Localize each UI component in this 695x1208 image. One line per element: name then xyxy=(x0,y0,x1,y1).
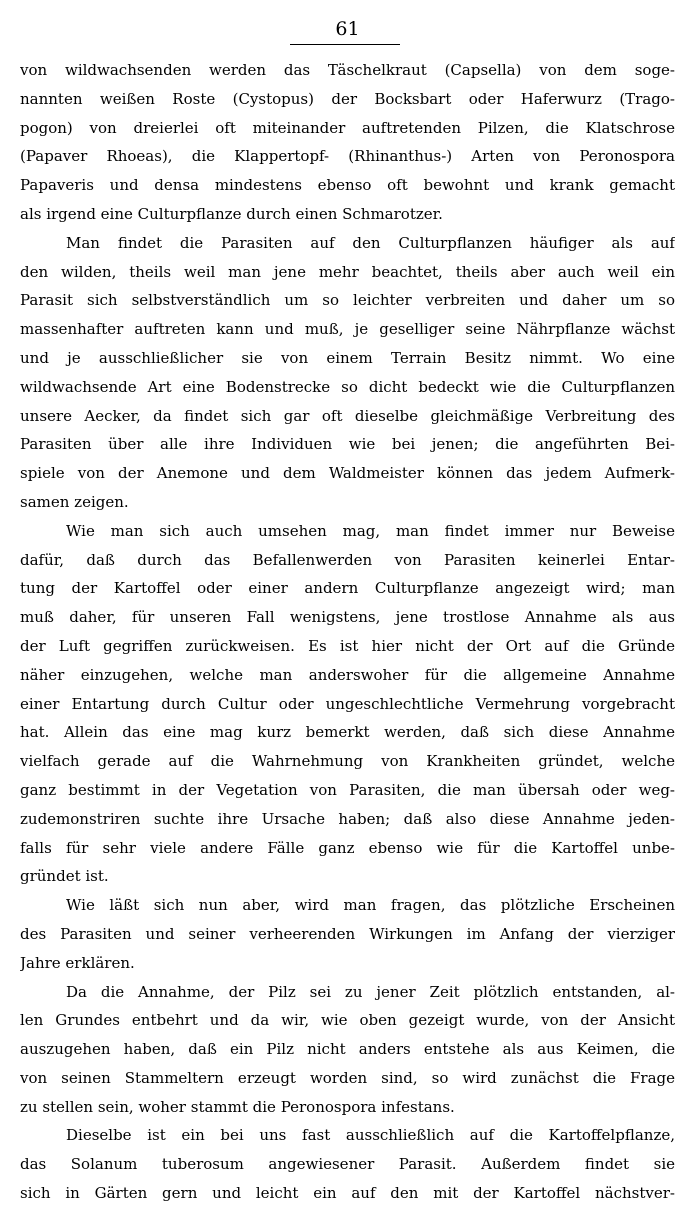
text-line: von wildwachsenden werden das Täschelkraut (Capsella) von dem soge- xyxy=(20,61,675,79)
text-line: nannten weißen Roste (Cystopus) der Bocksbart oder Haferwurz (Trago- xyxy=(20,89,675,108)
text-line: Jahre erklären. xyxy=(20,953,135,972)
paragraph xyxy=(20,56,675,229)
text-line: dafür, daß durch das Befallenwerden von Parasiten keinerlei Entar- xyxy=(20,550,675,569)
text-line: massenhafter auftreten kann und muß, je geselliger seine Nährpflanze wächst xyxy=(20,320,675,339)
text-line: Parasit sich selbstverständlich um so leichter verbreiten und daher um so xyxy=(20,291,675,310)
text-line: und je ausschließlicher sie von einem Terrain Besitz nimmt. Wo eine xyxy=(20,348,675,367)
text-line: Da die Annahme, der Pilz sei zu jener Zeit plötzlich entstanden, al- xyxy=(66,982,675,1001)
page-header xyxy=(0,18,695,40)
paragraph xyxy=(20,229,675,517)
text-line: einer Entartung durch Cultur oder ungeschlechtliche Vermehrung vorgebracht xyxy=(20,694,675,713)
paragraph xyxy=(20,1121,675,1207)
text-line: Parasiten über alle ihre Individuen wie bei jenen; die angeführten Bei- xyxy=(20,435,675,454)
text-line: unsere Aecker, da findet sich gar oft dieselbe gleichmäßige Verbreitung des xyxy=(20,406,675,425)
text-line: zudemonstriren suchte ihre Ursache haben; daß also diese Annahme jeden- xyxy=(20,809,675,828)
text-line: vielfach gerade auf die Wahrnehmung von Krankheiten gründet, welche xyxy=(20,752,675,771)
text-line: ganz bestimmt in der Vegetation von Parasiten, die man übersah oder weg- xyxy=(20,780,675,799)
paragraph xyxy=(20,978,675,1122)
text-line: (Papaver Rhoeas), die Klappertopf- (Rhinanthus-) Arten von Peronospora xyxy=(20,147,675,166)
text-line: spiele von der Anemone und dem Waldmeister können das jedem Aufmerk- xyxy=(20,464,675,483)
header-rule xyxy=(290,44,400,45)
text-line: von seinen Stammeltern erzeugt worden sind, so wird zunächst die Frage xyxy=(20,1068,675,1087)
body-text xyxy=(20,56,675,1208)
text-line: als irgend eine Culturpflanze durch einen Schmarotzer. xyxy=(20,204,443,223)
text-line: zu stellen sein, woher stammt die Peronospora infestans. xyxy=(20,1097,455,1116)
paragraph xyxy=(20,891,675,977)
text-line: wildwachsende Art eine Bodenstrecke so dicht bedeckt wie die Culturpflanzen xyxy=(20,377,675,396)
text-line: samen zeigen. xyxy=(20,492,129,511)
text-line: des Parasiten und seiner verheerenden Wirkungen im Anfang der vierziger xyxy=(20,924,675,943)
text-line: muß daher, für unseren Fall wenigstens, jene trostlose Annahme als aus xyxy=(20,608,675,627)
text-line: auszugehen haben, daß ein Pilz nicht anders entstehe als aus Keimen, die xyxy=(20,1040,675,1059)
page-number: 61 xyxy=(335,18,360,40)
text-line: gründet ist. xyxy=(20,867,109,886)
text-line: tung der Kartoffel oder einer andern Culturpflanze angezeigt wird; man xyxy=(20,579,675,598)
text-line: falls für sehr viele andere Fälle ganz ebenso wie für die Kartoffel unbe- xyxy=(20,838,675,857)
text-line: Wie man sich auch umsehen mag, man findet immer nur Beweise xyxy=(66,521,675,540)
text-line: Dieselbe ist ein bei uns fast ausschließlich auf die Kartoffelpflanze, xyxy=(66,1126,675,1145)
paragraph xyxy=(20,517,675,891)
text-line: sich in Gärten gern und leicht ein auf den mit der Kartoffel nächstver- xyxy=(20,1184,675,1203)
text-line: Man findet die Parasiten auf den Culturpflanzen häufiger als auf xyxy=(66,233,675,252)
text-line: näher einzugehen, welche man anderswoher für die allgemeine Annahme xyxy=(20,665,675,684)
text-line: Papaveris und densa mindestens ebenso oft bewohnt und krank gemacht xyxy=(20,176,675,195)
text-line: len Grundes entbehrt und da wir, wie oben gezeigt wurde, von der Ansicht xyxy=(20,1011,675,1030)
text-line: Wie läßt sich nun aber, wird man fragen, das plötzliche Erscheinen xyxy=(66,896,675,915)
text-line: das Solanum tuberosum angewiesener Parasit. Außerdem findet sie xyxy=(20,1155,675,1174)
text-line: den wilden, theils weil man jene mehr beachtet, theils aber auch weil ein xyxy=(20,262,675,281)
text-line: der Luft gegriffen zurückweisen. Es ist hier nicht der Ort auf die Gründe xyxy=(20,636,675,655)
text-line: pogon) von dreierlei oft miteinander auftretenden Pilzen, die Klatschrose xyxy=(20,118,675,137)
text-line: hat. Allein das eine mag kurz bemerkt werden, daß sich diese Annahme xyxy=(20,723,675,742)
